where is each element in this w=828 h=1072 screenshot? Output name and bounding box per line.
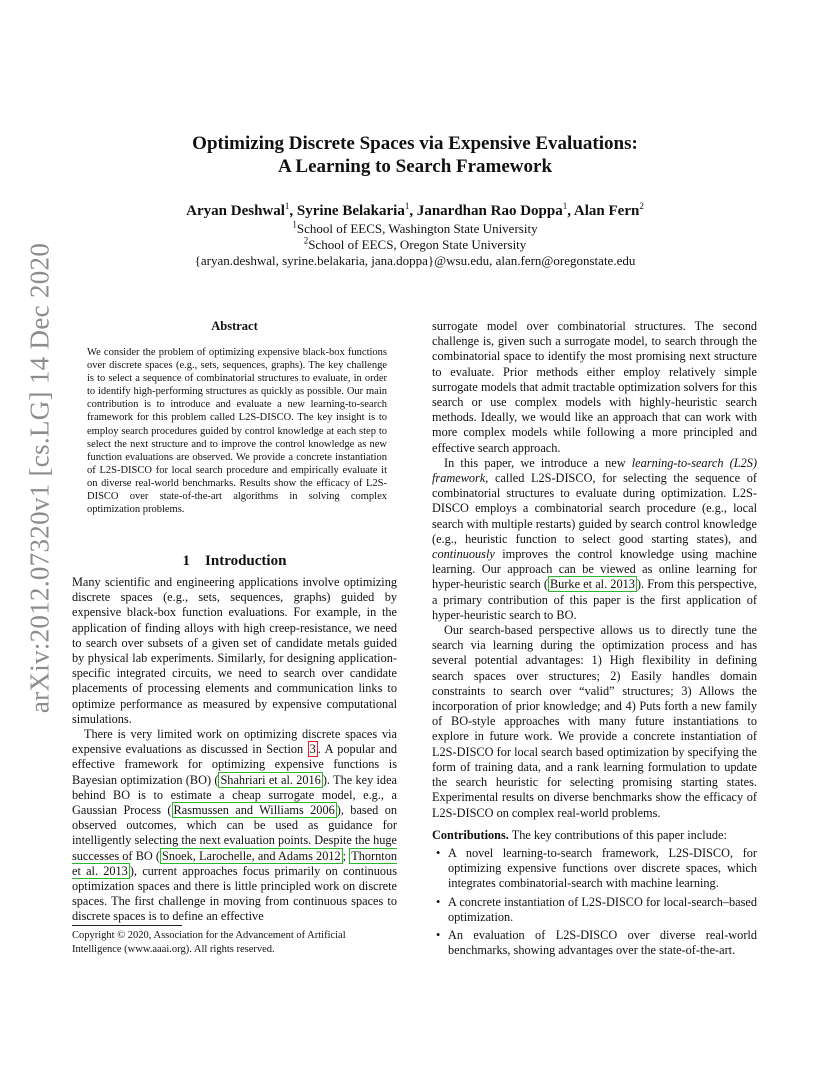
footnote-divider — [72, 925, 182, 926]
paragraph: surrogate model over combinatorial structures. The second challenge is, given such a surrogate model, to search through the combinatorial space to identify the most promising next structure to evaluate. Prior methods either employ relatively simple surrogate models that admit tractable optimization solvers for this search or use complex models with highly-heuristic search methods. Ideally, we would like an approach that can work with more complex models while following a more principled and effective search approach. — [432, 319, 757, 455]
author-sup: 2 — [639, 201, 644, 211]
bullet-icon: • — [436, 894, 441, 909]
text-run: The key contributions of this paper include: — [508, 827, 727, 842]
emphasis: learning-to-search (L2S) framework — [432, 455, 758, 486]
text-run: . A popular and effective framework for optimizing expensive functions is Bayesian optimization (BO) ( — [72, 742, 398, 787]
contributions-heading: Contributions. — [432, 827, 509, 842]
paragraph — [432, 456, 757, 623]
list-item — [432, 895, 757, 925]
paragraph: Our search-based perspective allows us to directly tune the search via learning during the optimization process and has several potential advantages: 1) High flexibility in defining search spaces over structures; 2) Easily handles domain constraints to search over “valid” structures; 3) Allows the incorporation of prior knowledge; and 4) Puts forth a new family of BO-style approaches with many future instantiations to explore in future work. We provide a concrete instantiation of L2S-DISCO for local search based optimization by specifying the form of training data, and a rank learning formulation to update the search heuristic for selecting promising starting states. Experimental results on diverse benchmarks show the efficacy of L2S-DISCO on complex real-world problems. — [432, 623, 757, 820]
affiliations — [100, 221, 730, 269]
arxiv-id: arXiv:2012.07320v1 [cs.LG] 14 Dec 2020 — [24, 242, 55, 714]
paragraph: Many scientific and engineering applications involve optimizing discrete spaces (e.g., sets, sequences, graphs) guided by expensive black-box function evaluations. For example, in the application of finding alloys with high creep-resistance, we need to search over subsets of a given set of candidate metals guided by physical lab experiments. Similarly, for designing application-specific integrated circuits, we need to search over candidate placements of processing elements and communication links to optimize performance as measured by expensive computational simulations. — [72, 575, 397, 726]
affiliation-sup: 1 — [292, 219, 297, 230]
author-sep: , — [289, 203, 297, 219]
text-run: , called L2S-DISCO, for selecting the sequence of combinatorial structures to evaluate during optimization. L2S-DISCO employs a combinatorial search procedure (e.g., local search with multiple restarts) guided by search control knowledge (e.g., heuristic function to select good starting states), and — [432, 471, 757, 546]
affiliation-text: School of EECS, Washington State University — [296, 221, 538, 236]
abstract-body — [87, 346, 387, 516]
section-number: 1 — [182, 553, 191, 569]
list-item-text: An evaluation of L2S-DISCO over diverse real-world benchmarks, showing advantages over the state-of-the-art. — [448, 927, 757, 958]
text-run: ). From this perspective, a primary contribution of this paper is the first application of hyper-heuristic search to BO. — [432, 577, 757, 622]
author-sup: 1 — [284, 201, 290, 211]
contributions-paragraph — [432, 828, 757, 843]
author: Alan Fern — [573, 203, 640, 219]
left-column-text — [72, 575, 397, 925]
text-run: ), based on observed outcomes, which can be used as guidance for intelligently selecting the next evaluation points. Despite the huge successes of BO ( — [72, 803, 397, 863]
citation-link[interactable]: Shahriari et al. 2016 — [220, 772, 321, 787]
list-item-text: A novel learning-to-search framework, L2S-DISCO, for optimizing expensive functions over discrete spaces, which integrates combinatorial-search with machine learning. — [448, 845, 757, 891]
affiliation-text: School of EECS, Oregon State University — [308, 237, 527, 252]
abstract-text: We consider the problem of optimizing expensive black-box functions over discrete spaces (e.g., sets, sequences, graphs). The key challenge is to select a sequence of combinatorial structures to evaluate, in order to identify high-performing structures as quickly as possible. Our main contribution is to introduce and evaluate a new learning-to-search framework for this problem called L2S-DISCO. The key insight is to employ search procedures guided by control knowledge at each step to select the next structure and to improve the control knowledge as new function evaluations are observed. We provide a concrete instantiation of L2S-DISCO for local search procedure and empirically evaluate it on diverse real-world benchmarks. Results show the efficacy of L2S-DISCO over state-of-the-art algorithms in solving complex optimization problems. — [87, 347, 387, 516]
author-sup: 1 — [404, 201, 410, 211]
bullet-icon: • — [436, 927, 441, 942]
text-run: ). The key idea behind BO is to estimate a cheap surrogate model, e.g., a Gaussian Process ( — [72, 772, 397, 818]
citation-link[interactable]: Burke et al. 2013 — [549, 577, 635, 592]
affiliation — [100, 237, 730, 253]
section-ref-link[interactable]: 3 — [309, 742, 316, 757]
emphasis: continuously — [432, 547, 495, 562]
abstract-heading: Abstract — [211, 319, 258, 333]
affiliation-sup: 2 — [303, 235, 309, 246]
text-run: ; — [342, 848, 350, 863]
contributions-list — [432, 846, 757, 958]
list-item-text: A concrete instantiation of L2S-DISCO for local-search–based optimization. — [448, 894, 757, 924]
author-emails: {aryan.deshwal, syrine.belakaria, jana.doppa}@wsu.edu, alan.fern@oregonstate.edu — [194, 253, 636, 268]
citation-link[interactable]: Snoek, Larochelle, and Adams 2012 — [162, 848, 341, 863]
author-sep: , — [409, 203, 417, 219]
section-title: Introduction — [205, 553, 287, 569]
title-line-2: A Learning to Search Framework — [277, 156, 553, 177]
text-run: improves the control knowledge using machine learning. Our approach can be viewed as online learning for hyper-heuristic search ( — [432, 547, 757, 592]
section-heading — [72, 553, 397, 570]
list-item — [432, 846, 757, 892]
citation-link[interactable]: Thornton et al. 2013 — [72, 848, 398, 878]
author: Janardhan Rao Doppa — [416, 203, 563, 219]
author: Syrine Belakaria — [296, 203, 405, 219]
text-run: ), current approaches focus primarily on continuous optimization spaces and there is little principled work on discrete spaces. The first challenge in moving from continuous spaces to discrete spaces is to define an effective — [72, 863, 397, 924]
author-list — [100, 202, 730, 221]
author: Aryan Deshwal — [186, 203, 285, 219]
arxiv-sidebar-stamp — [20, 242, 60, 714]
author-sep: , — [567, 203, 574, 219]
bullet-icon: • — [436, 845, 441, 860]
copyright-footnote: Copyright © 2020, Association for the Advancement of Artificial Intelligence (www.aaai.org). All rights reserved. — [72, 930, 346, 955]
author-sup: 1 — [562, 201, 568, 211]
citation-link[interactable]: Rasmussen and Williams 2006 — [173, 803, 335, 818]
paper-title — [100, 132, 730, 178]
text-run: In this paper, we introduce a new — [444, 455, 632, 470]
title-line-1: Optimizing Discrete Spaces via Expensive Evaluations: — [192, 133, 638, 154]
affiliation — [100, 221, 730, 237]
right-column-text — [432, 319, 757, 961]
paragraph — [72, 727, 397, 925]
text-run: There is very limited work on optimizing discrete spaces via expensive evaluations as discussed in Section — [72, 727, 397, 757]
list-item — [432, 928, 757, 958]
